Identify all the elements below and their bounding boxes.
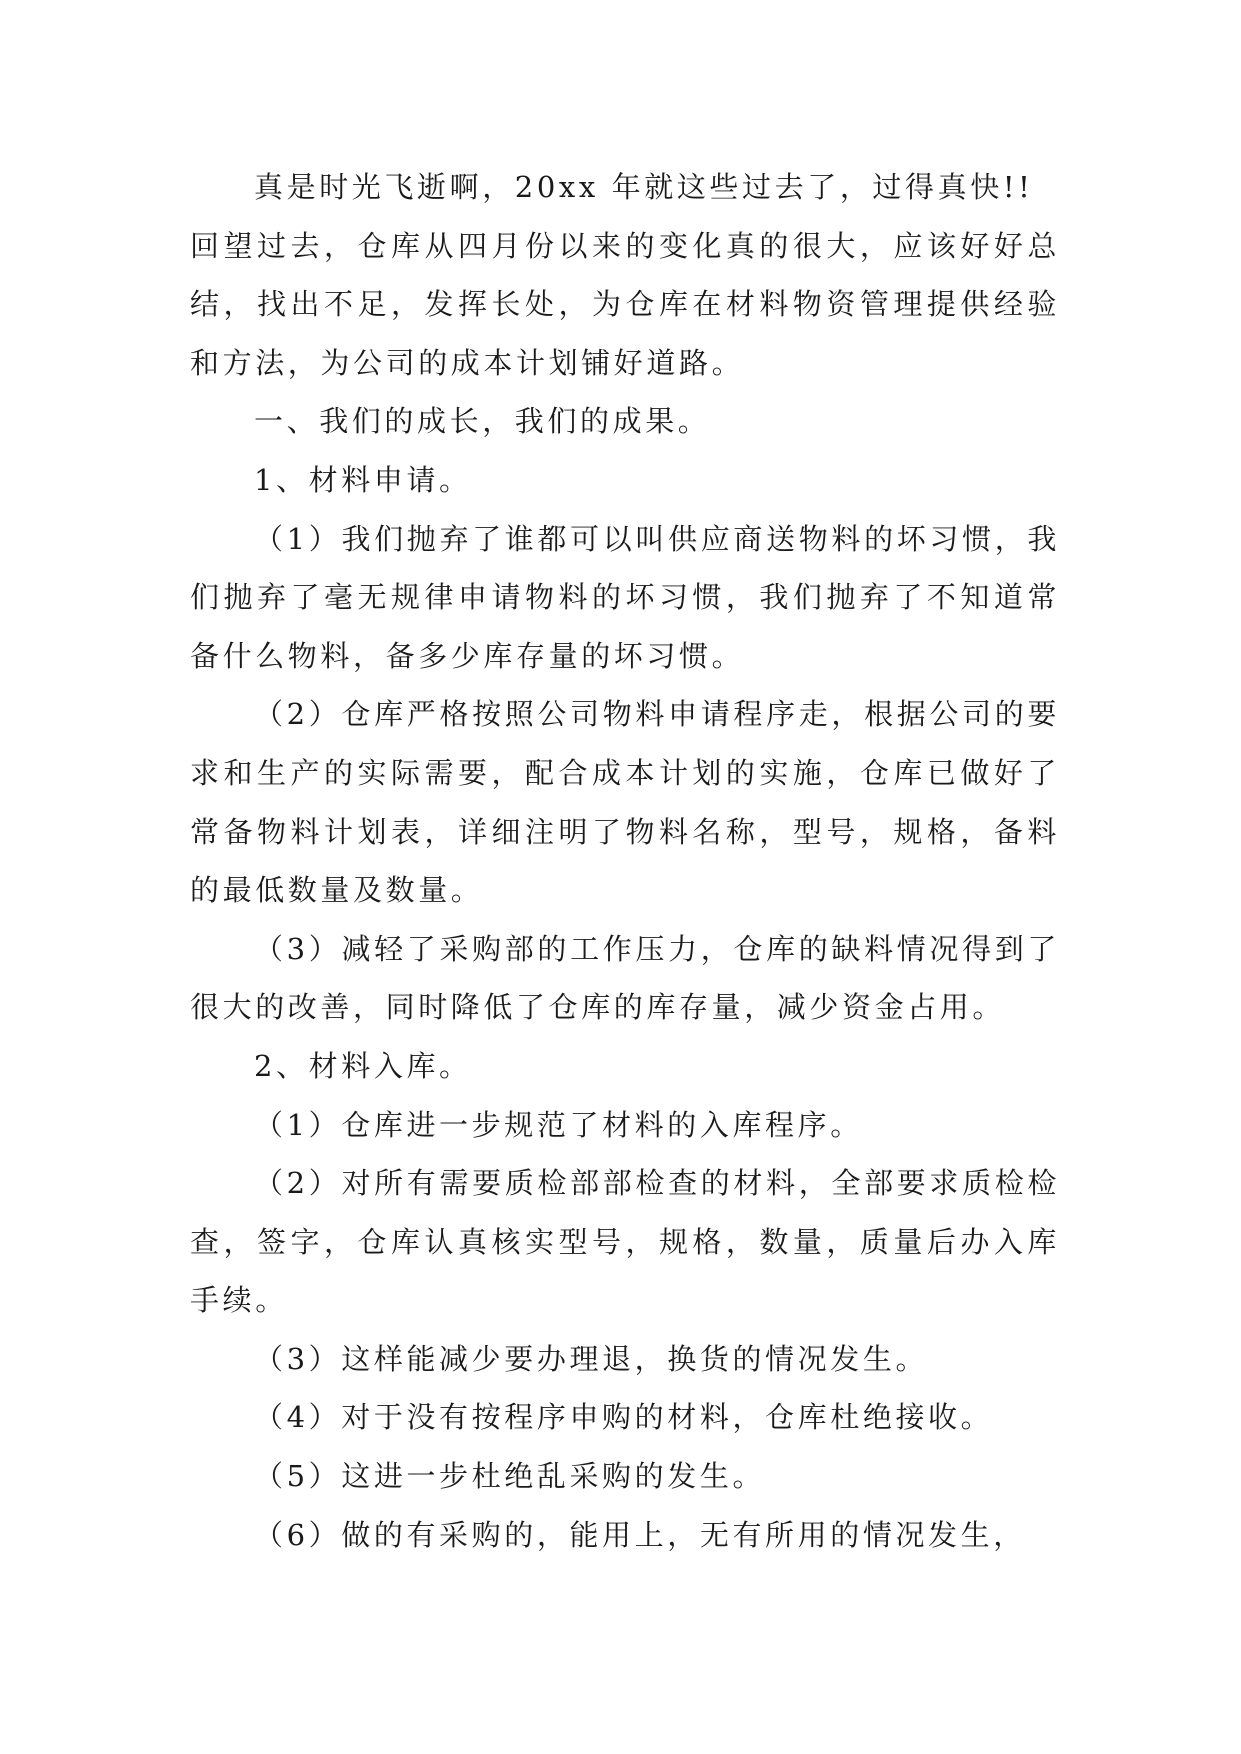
subsection-heading-material-intake: 2、材料入库。 bbox=[254, 1048, 472, 1083]
paragraph-intake-2: （2）对所有需要质检部部检查的材料，全部要求质检检查，签字，仓库认真核实型号，规格，数量，质量后办入库手续。 bbox=[190, 1166, 1060, 1318]
paragraph-intro: 真是时光飞逝啊，20xx 年就这些过去了，过得真快!! bbox=[254, 170, 1034, 204]
paragraph-intake-6: （6）做的有采购的，能用上，无有所用的情况发生， bbox=[254, 1517, 1026, 1552]
paragraph-intake-4: （4）对于没有按程序申购的材料，仓库杜绝接收。 bbox=[254, 1400, 994, 1435]
paragraph-request-2: （2）仓库严格按照公司物料申请程序走，根据公司的要求和生产的实际需要，配合成本计划的实施，仓库已做好了常备物料计划表，详细注明了物料名称，型号，规格，备料的最低数量及数量。 bbox=[190, 697, 1060, 908]
paragraph-review: 回望过去，仓库从四月份以来的变化真的很大，应该好好总结，找出不足，发挥长处，为仓库在材料物资管理提供经验和方法，为公司的成本计划铺好道路。 bbox=[190, 228, 1060, 380]
paragraph-request-1: （1）我们抛弃了谁都可以叫供应商送物料的坏习惯，我们抛弃了毫无规律申请物料的坏习惯，我们抛弃了不知道常备什么物料，备多少库存量的坏习惯。 bbox=[190, 521, 1060, 673]
document-page bbox=[190, 158, 1060, 1564]
paragraph-intake-1: （1）仓库进一步规范了材料的入库程序。 bbox=[254, 1107, 863, 1142]
subsection-heading-material-request: 1、材料申请。 bbox=[254, 462, 472, 497]
paragraph-intake-5: （5）这进一步杜绝乱采购的发生。 bbox=[254, 1459, 766, 1494]
paragraph-request-3: （3）减轻了采购部的工作压力，仓库的缺料情况得到了很大的改善，同时降低了仓库的库存量，减少资金占用。 bbox=[190, 931, 1060, 1025]
section-heading-growth: 一、我们的成长，我们的成果。 bbox=[254, 404, 711, 439]
paragraph-intake-3: （3）这样能减少要办理退，换货的情况发生。 bbox=[254, 1341, 929, 1376]
